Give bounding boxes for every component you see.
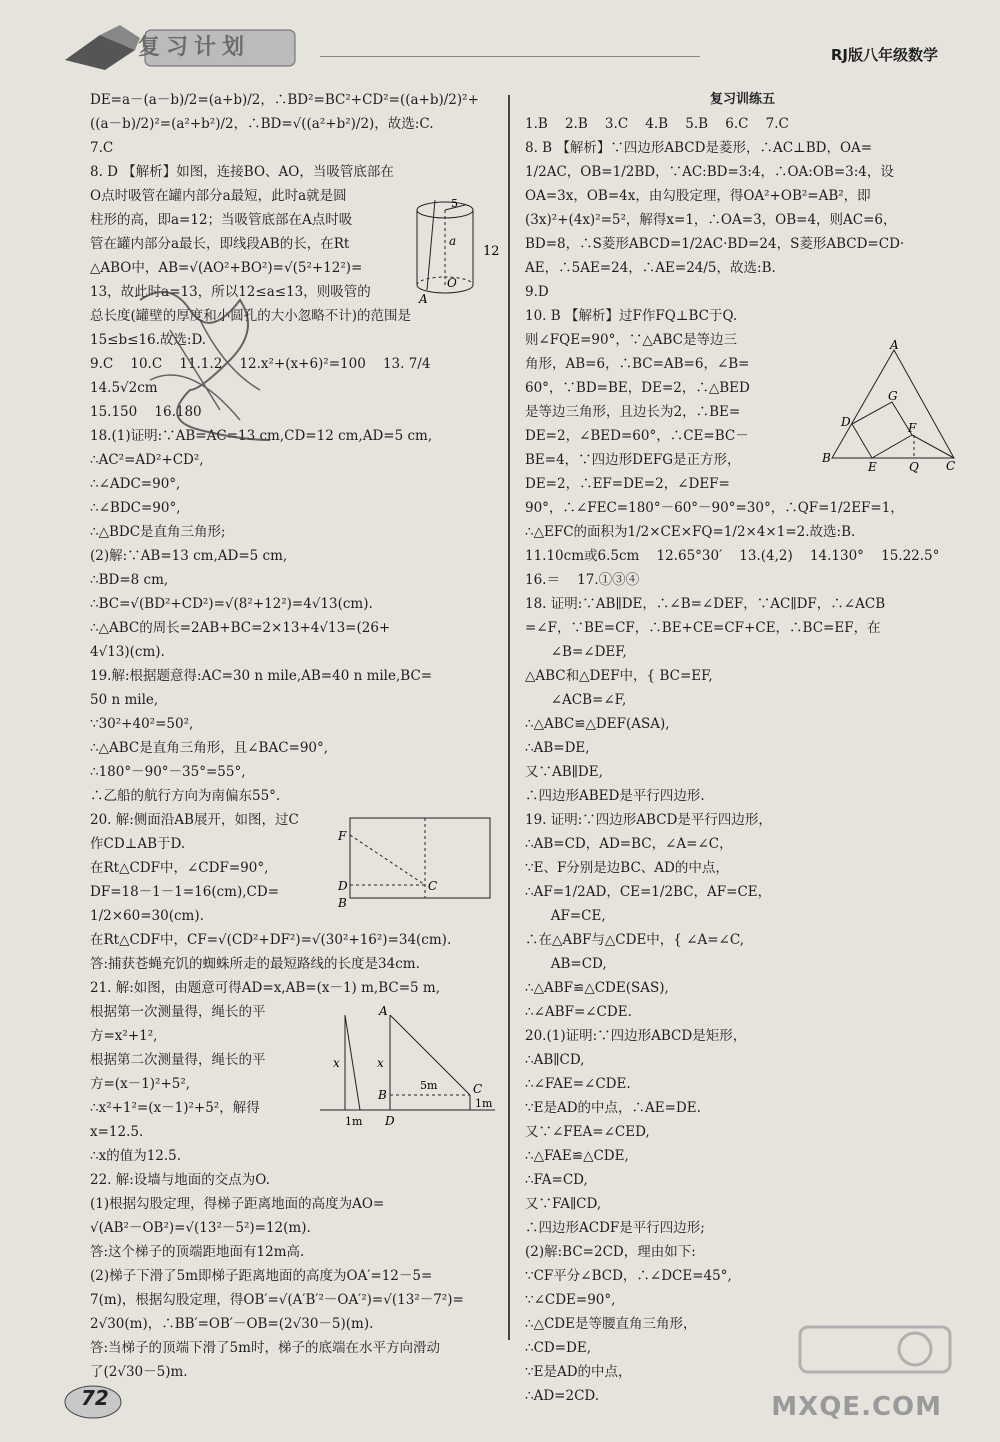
answer-line: DF=18－1－1=16(cm),CD= (90, 884, 279, 900)
answer-line: 1.B 2.B 3.C 4.B 5.B 6.C 7.C (525, 116, 789, 132)
rope-point-a: A (379, 1005, 388, 1018)
answer-line: 答:捕获苍蝇充饥的蜘蛛所走的最短路线的长度是34cm. (90, 956, 420, 972)
answer-line: ∴△FAE≌△CDE, (525, 1148, 629, 1164)
rectangle-figure (335, 810, 500, 910)
answer-line: 又∵FA∥CD, (525, 1196, 602, 1212)
answer-line: 了(2√30－5)m. (90, 1364, 188, 1380)
point-d-label: D (338, 879, 348, 893)
answer-line: =∠F，∵BE=CF，∴BE+CE=CF+CE，∴BC=EF，在 (525, 620, 881, 636)
answer-line: ∴AB∥CD, (525, 1052, 585, 1068)
answer-line: 根据第一次测量得，绳长的平 (90, 1004, 266, 1020)
answer-line: 14.5√2cm (90, 380, 158, 396)
answer-line: 18. 证明:∵AB∥DE，∴∠B=∠DEF，∵AC∥DF，∴∠ACB (525, 596, 886, 612)
rope-point-d: D (385, 1114, 395, 1128)
answer-line: AB=CD, (525, 956, 607, 972)
answer-line: 答:这个梯子的顶端距地面有12m高. (90, 1244, 305, 1260)
answer-line: 13，故此时a=13，所以12≤a≤13，则吸管的 (90, 284, 371, 300)
answer-line: 在Rt△CDF中，∠CDF=90°, (90, 860, 269, 876)
answer-line: ∵E、F分别是边BC、AD的中点， (525, 860, 729, 876)
answer-line: x=12.5. (90, 1124, 144, 1140)
answer-line: ∴BD=8 cm, (90, 572, 169, 588)
answer-line: BD=8，∴S菱形ABCD=1/2AC·BD=24，S菱形ABCD=CD· (525, 236, 905, 252)
answer-line: 4√13)(cm). (90, 644, 165, 660)
book-title: 复习计划 (138, 35, 251, 60)
tri-point-b: B (822, 451, 831, 465)
answer-line: 16.＝ 17.①③④ (525, 572, 640, 588)
answer-line: DE=a－(a－b)/2=(a+b)/2，∴BD²=BC²+CD²=((a+b)/2)²+ (90, 92, 479, 108)
rope-point-b: B (378, 1088, 387, 1102)
page-number: 72 (81, 1386, 109, 1410)
answer-line: ∵CF平分∠BCD，∴∠DCE=45°, (525, 1268, 732, 1284)
answer-line: (1)根据勾股定理，得梯子距离地面的高度为AO= (90, 1196, 385, 1212)
answer-line: 15≤b≤16.故选:D. (90, 332, 207, 348)
answer-line: 总长度(罐壁的厚度和小圆孔的大小忽略不计)的范围是 (90, 308, 412, 324)
page-number-badge (55, 1382, 125, 1422)
answer-line: ∴△EFC的面积为1/2×CE×FQ=1/2×4×1=2.故选:B. (525, 524, 856, 540)
answer-line: (2)梯子下滑了5m即梯子距离地面的高度为OA′=12－5= (90, 1268, 433, 1284)
triangle-figure (822, 340, 962, 475)
answer-line: 10. B 【解析】过F作FQ⊥BC于Q. (525, 308, 738, 324)
section-title: 复习训练五 (709, 92, 775, 107)
answer-line: ∴AF=1/2AD，CE=1/2BC，AF=CE， (525, 884, 772, 900)
five-label: 5 (451, 197, 458, 210)
answer-line: √(AB²－OB²)=√(13²－5²)=12(m). (90, 1220, 311, 1236)
answer-line: 60°，∵BD=BE，DE=2，∴△BED (525, 380, 750, 396)
rope-point-c: C (473, 1082, 483, 1096)
rope-1m-label-b: 1m (475, 1097, 493, 1110)
answer-line: 1/2AC，OB=1/2BD，∵AC:BD=3:4，∴OA:OB=3:4，设 (525, 164, 894, 180)
answer-line: ∴x²+1²=(x－1)²+5²，解得 (90, 1100, 260, 1116)
answer-line: 20. 解:侧面沿AB展开，如图，过C (90, 812, 299, 828)
answer-line: △ABC和△DEF中，{ BC=EF, (525, 668, 713, 684)
answer-line: 柱形的高，即a=12；当吸管底部在A点时吸 (90, 212, 353, 228)
answer-line: ∴BC=√(BD²+CD²)=√(8²+12²)=4√13(cm). (90, 596, 373, 612)
answer-line: ∵30²+40²=50², (90, 716, 194, 732)
answer-line: 1/2×60=30(cm). (90, 908, 204, 924)
answer-line: ∴AD=2CD. (525, 1388, 600, 1404)
watermark-logo-icon (795, 1322, 955, 1402)
answer-line: ∵E是AD的中点，∴AE=DE. (525, 1100, 701, 1116)
answer-line: ∴乙船的航行方向为南偏东55°. (90, 788, 281, 804)
answer-line: (2)解:∵AB=13 cm,AD=5 cm, (90, 548, 288, 564)
answer-line: 2√30(m)，∴BB′=OB′－OB=(2√30－5)(m). (90, 1316, 374, 1332)
rope-x-label-b: x (377, 1056, 384, 1070)
point-o-label: O (447, 276, 457, 290)
answer-line: ∴180°－90°－35°=55°, (90, 764, 246, 780)
point-c-label: C (428, 879, 438, 893)
tri-point-f: F (908, 421, 917, 435)
answer-line: 角形，AB=6，∴BC=AB=6，∠B= (525, 356, 750, 372)
answer-line: 9.C 10.C 11.1.2 12.x²+(x+6)²=100 13. 7/4 (90, 356, 431, 372)
handwritten-scribble (130, 270, 300, 460)
answer-line: 21. 解:如图，由题意可得AD=x,AB=(x－1) m,BC=5 m, (90, 980, 440, 996)
answer-line: 22. 解:设墙与地面的交点为O. (90, 1172, 270, 1188)
answer-line: AE，∴5AE=24，∴AE=24/5，故选:B. (525, 260, 776, 276)
answer-line: ∴△BDC是直角三角形; (90, 524, 226, 540)
answer-line: ∴△ABC是直角三角形，且∠BAC=90°, (90, 740, 329, 756)
header-rule (320, 56, 700, 57)
answer-line: ∴四边形ABED是平行四边形. (525, 788, 705, 804)
rope-5m-label: 5m (420, 1079, 438, 1092)
answer-line: ∴△ABC的周长=2AB+BC=2×13+4√13=(26+ (90, 620, 391, 636)
answer-line: ∴△ABC≌△DEF(ASA), (525, 716, 670, 732)
answer-line: ∴CD=DE, (525, 1340, 592, 1356)
answer-line: ∴△CDE是等腰直角三角形， (525, 1316, 697, 1332)
tri-point-q: Q (909, 460, 919, 474)
answer-line: ∠ACB=∠F, (525, 692, 627, 708)
answer-line: 根据第二次测量得，绳长的平 (90, 1052, 266, 1068)
tri-point-e: E (868, 460, 877, 474)
answer-line: O点时吸管在罐内部分a最短，此时a就是圆 (90, 188, 347, 204)
answer-line: ∠B=∠DEF, (525, 644, 627, 660)
right-column (525, 88, 960, 1408)
answer-line: (3x)²+(4x)²=5²，解得x=1，∴OA=3，OB=4，则AC=6， (525, 212, 897, 228)
answer-line: 在Rt△CDF中，CF=√(CD²+DF²)=√(30²+16²)=34(cm). (90, 932, 452, 948)
answer-line: ∴在△ABF与△CDE中，{ ∠A=∠C, (525, 932, 745, 948)
answer-line: AF=CE, (525, 908, 606, 924)
answer-line: ∵∠CDE=90°, (525, 1292, 616, 1308)
answer-line: ∴∠ABF=∠CDE. (525, 1004, 632, 1020)
answer-line: ∵E是AD的中点， (525, 1364, 632, 1380)
point-b-label: B (338, 896, 347, 910)
answer-line: 9.D (525, 284, 549, 300)
tri-point-g: G (888, 389, 898, 403)
rope-figure (315, 1005, 500, 1130)
answer-line: 90°，∴∠FEC=180°－60°－90°=30°，∴QF=1/2EF=1， (525, 500, 904, 516)
a-label: a (449, 234, 457, 248)
answer-line: ∴∠FAE=∠CDE. (525, 1076, 631, 1092)
cylinder-figure (405, 195, 500, 305)
answer-line: 8. B 【解析】∵四边形ABCD是菱形，∴AC⊥BD，OA= (525, 140, 873, 156)
tri-point-d: D (841, 415, 851, 429)
answer-line: DE=2，∴EF=DE=2，∠DEF= (525, 476, 730, 492)
answer-line: (2)解:BC=2CD，理由如下: (525, 1244, 696, 1260)
answer-line: △ABO中，AB=√(AO²+BO²)=√(5²+12²)= (90, 260, 363, 276)
point-f-label: F (338, 829, 347, 843)
answer-line: 50 n mile, (90, 692, 159, 708)
answer-line: 19.解:根据题意得:AC=30 n mile,AB=40 n mile,BC= (90, 668, 433, 684)
answer-line: ∴∠ADC=90°, (90, 476, 181, 492)
column-divider (508, 95, 510, 1340)
answer-line: 管在罐内部分a最长，即线段AB的长，在Rt (90, 236, 350, 252)
rope-x-label-a: x (333, 1056, 340, 1070)
answer-line: 20.(1)证明:∵四边形ABCD是矩形， (525, 1028, 747, 1044)
height-label: 12 (483, 244, 500, 259)
answer-line: ∴AB=DE, (525, 740, 590, 756)
tri-point-c: C (946, 459, 956, 473)
answer-line: 答:当梯子的顶端下滑了5m时，梯子的底端在水平方向滑动 (90, 1340, 440, 1356)
answer-line: 7.C (90, 140, 114, 156)
answer-line: 作CD⊥AB于D. (90, 836, 186, 852)
answer-line: 7(m)，根据勾股定理，得OB′=√(A′B′²－OA′²)=√(13²－7²)= (90, 1292, 464, 1308)
answer-line: 又∵AB∥DE, (525, 764, 603, 780)
answer-line: 又∵∠FEA=∠CED, (525, 1124, 650, 1140)
answer-line: ∴x的值为12.5. (90, 1148, 182, 1164)
page-header (0, 0, 1000, 90)
answer-line: OA=3x，OB=4x，由勾股定理，得OA²+OB²=AB²，即 (525, 188, 871, 204)
answer-line: 11.10cm或6.5cm 12.65°30′ 13.(4,2) 14.130° 15.22.5° (525, 548, 940, 564)
answer-line: 则∠FQE=90°，∵△ABC是等边三 (525, 332, 737, 348)
answer-line: ∴AC²=AD²+CD², (90, 452, 204, 468)
rope-1m-label-a: 1m (345, 1115, 363, 1128)
answer-line: 方=x²+1², (90, 1028, 158, 1044)
answer-line: 8. D 【解析】如图，连接BO、AO，当吸管底部在 (90, 164, 394, 180)
answer-line: 15.150 16.180 (90, 404, 202, 420)
answer-line: ∴∠BDC=90°, (90, 500, 181, 516)
answer-line: ∴AB=CD，AD=BC，∠A=∠C， (525, 836, 733, 852)
answer-line: BE=4，∵四边形DEFG是正方形， (525, 452, 741, 468)
book-subtitle: RJ版八年级数学 (830, 46, 938, 64)
answer-line: 方=(x－1)²+5², (90, 1076, 191, 1092)
answer-line: ∴四边形ACDF是平行四边形; (525, 1220, 705, 1236)
watermark-text: MXQE.COM (771, 1392, 942, 1422)
answer-line: ∴△ABF≌△CDE(SAS), (525, 980, 669, 996)
answer-line: ((a－b)/2)²=(a²+b²)/2，∴BD=√((a²+b²)/2)，故选:C. (90, 116, 434, 132)
answer-line: ∴FA=CD, (525, 1172, 588, 1188)
tri-point-a: A (890, 340, 899, 352)
answer-line: 是等边三角形，且边长为2，∴BE= (525, 404, 741, 420)
answer-line: 18.(1)证明:∵AB=AC=13 cm,CD=12 cm,AD=5 cm, (90, 428, 433, 444)
point-a-label: A (419, 292, 428, 305)
answer-line: DE=2，∠BED=60°，∴CE=BC－ (525, 428, 749, 444)
answer-line: 19. 证明:∵四边形ABCD是平行四边形， (525, 812, 772, 828)
